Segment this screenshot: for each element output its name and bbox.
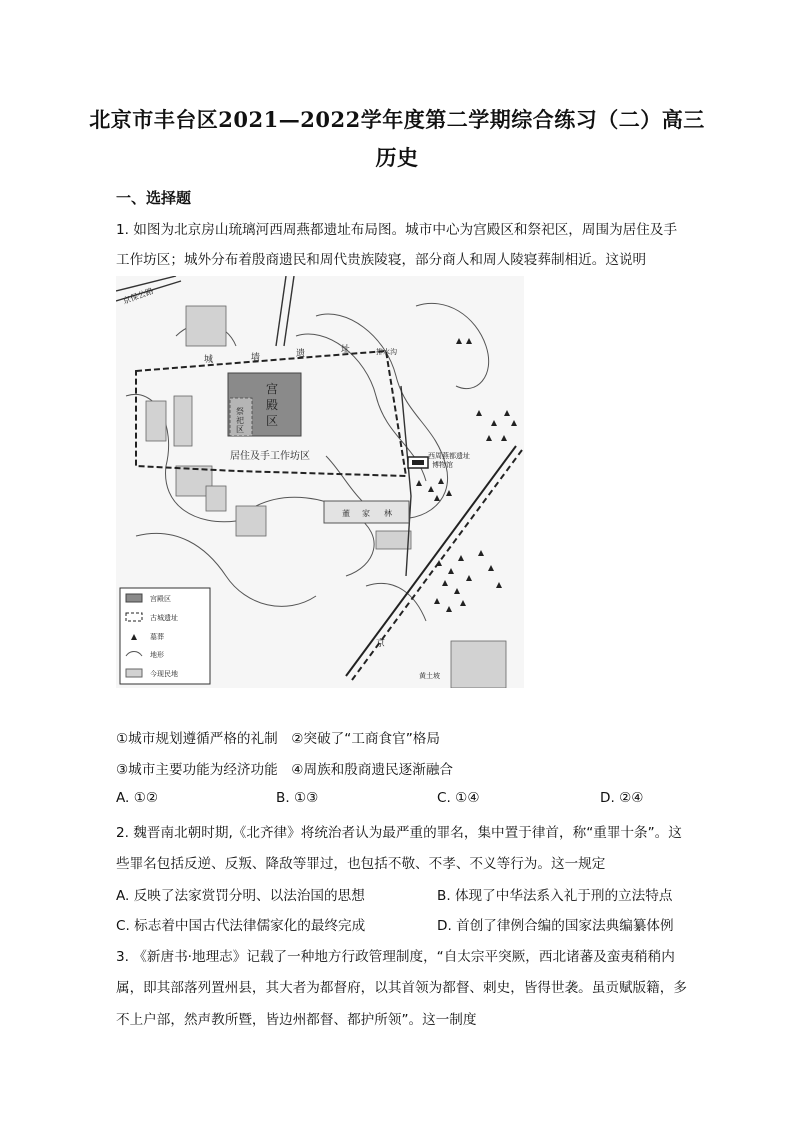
village-label-1: 董 — [342, 509, 350, 518]
q2-stem-line2: 些罪名包括反逆、反叛、降敌等罪过，也包括不敬、不孝、不义等行为。这一规定 — [116, 856, 606, 872]
page-subject: 历史 — [375, 145, 419, 170]
village-label-3: 林 — [384, 509, 392, 518]
q2-option-c: C. 标志着中国古代法律儒家化的最终完成 — [116, 918, 366, 934]
legend-palace: 宫殿区 — [150, 595, 171, 603]
palace-label-2: 殿 — [266, 398, 279, 412]
map-legend — [120, 588, 210, 684]
q3-stem-line1: 3. 《新唐书·地理志》记载了一种地方行政管理制度，“自太宗平突厥，西北诸蕃及蛮夷稍稍内 — [116, 949, 675, 965]
q2-option-b: B. 体现了中华法系入礼于刑的立法特点 — [437, 888, 673, 904]
museum-label-1: 西周燕都遗址 — [428, 452, 470, 460]
legend-terrain: 地形 — [150, 651, 164, 659]
page-title: 北京市丰台区2021—2022学年度第二学期综合练习（二）高三 — [89, 107, 705, 132]
legend-wall: 古城遗址 — [150, 614, 178, 622]
q1-statements-line1: ①城市规划遵循严格的礼制 ②突破了“工商食官”格局 — [116, 731, 440, 747]
road-label: 京保公路 — [121, 286, 155, 306]
q2-stem-line1: 2. 魏晋南北朝时期,《北齐律》将统治者认为最严重的罪名，集中置于律首，称“重罪十条”。这 — [116, 825, 682, 841]
village2-label: 黄土坡 — [419, 672, 440, 680]
q1-option-d: D. ②④ — [600, 790, 644, 806]
wall-label-3: 遗 — [296, 349, 306, 359]
sacrifice-label-3: 区 — [236, 425, 244, 434]
sacrifice-label-2: 祀 — [236, 416, 244, 425]
section-heading: 一、选择题 — [116, 189, 192, 207]
q3-stem-line3: 不上户部，然声教所暨，皆边州都督、都护所领”。这一制度 — [116, 1012, 477, 1028]
q1-option-a: A. ①② — [116, 790, 159, 806]
q1-stem-line1: 1. 如图为北京房山琉璃河西周燕都遗址布局图。城市中心为宫殿区和祭祀区，周围为居住及手 — [116, 222, 678, 238]
q2-option-d: D. 首创了律例合编的国家法典编纂体例 — [437, 918, 674, 934]
q1-option-c: C. ①④ — [437, 790, 480, 806]
village-label-2: 家 — [362, 509, 370, 518]
wall-label-1: 城 — [204, 355, 214, 365]
legend-tomb: 墓葬 — [150, 633, 164, 641]
q3-stem-line2: 属，即其部落列置州县，其大者为都督府，以其首领为都督、刺史，皆得世袭。虽贡赋版籍，多 — [116, 980, 687, 996]
site-layout-map — [116, 276, 524, 688]
q2-option-a: A. 反映了法家赏罚分明、以法治国的思想 — [116, 888, 365, 904]
q1-stem-line2: 工作坊区；城外分布着殷商遗民和周代贵族陵寝，部分商人和周人陵寝葬制相近。这说明 — [116, 252, 647, 268]
palace-label-3: 区 — [266, 414, 279, 428]
drain-label: 排水沟 — [376, 348, 397, 356]
wall-label-2: 墙 — [251, 353, 261, 363]
residence-label: 居住及手工作坊区 — [230, 451, 310, 462]
q1-statements-line2: ③城市主要功能为经济功能 ④周族和殷商遗民逐渐融合 — [116, 762, 454, 778]
legend-residential: 今现民地 — [150, 670, 178, 678]
museum-label-2: 博物馆 — [432, 461, 453, 469]
wall-label-4: 址 — [341, 345, 351, 355]
rail-label: 京 — [376, 639, 386, 649]
palace-label-1: 宫 — [266, 382, 279, 396]
q1-option-b: B. ①③ — [276, 790, 319, 806]
sacrifice-label-1: 祭 — [236, 407, 244, 416]
